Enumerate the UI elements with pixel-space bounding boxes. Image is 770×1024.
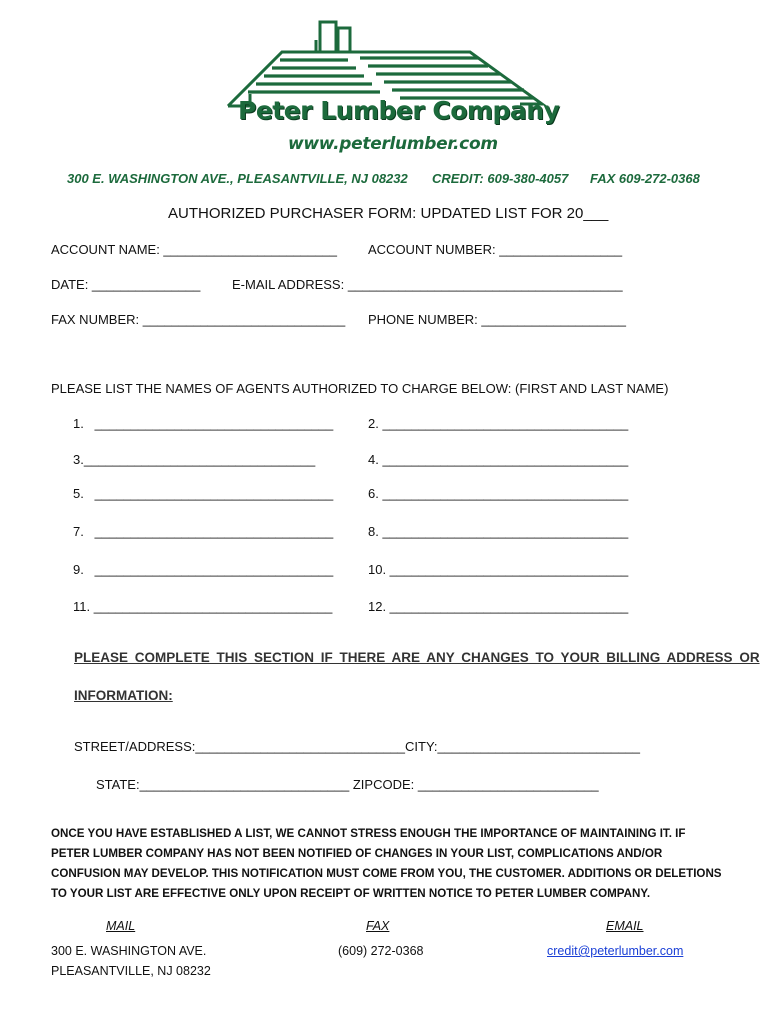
agent-line-4[interactable]: 4. __________________________________ [368, 452, 629, 467]
agent-line-2[interactable]: 2. __________________________________ [368, 416, 629, 431]
credit-phone: CREDIT: 609-380-4057 [432, 171, 569, 186]
company-name-logo-text: Peter Lumber Company [238, 96, 560, 125]
agent-line-5[interactable]: 5. _________________________________ [73, 486, 334, 501]
mail-address-line2: PLEASANTVILLE, NJ 08232 [51, 964, 211, 978]
fax-value: (609) 272-0368 [338, 944, 424, 958]
agents-instruction: PLEASE LIST THE NAMES OF AGENTS AUTHORIZED TO CHARGE BELOW: (FIRST AND LAST NAME) [51, 381, 669, 396]
agent-line-3[interactable]: 3.________________________________ [73, 452, 316, 467]
company-address: 300 E. WASHINGTON AVE., PLEASANTVILLE, NJ 08232 [67, 171, 408, 186]
state-zip-field[interactable]: STATE:_____________________________ ZIPCODE: _________________________ [96, 777, 599, 792]
website-text: www.peterlumber.com [288, 134, 498, 154]
agent-line-9[interactable]: 9. _________________________________ [73, 562, 334, 577]
account-number-field[interactable]: ACCOUNT NUMBER: _________________ [368, 242, 623, 257]
fax-header: FAX [366, 919, 390, 933]
fax-number-header: FAX 609-272-0368 [590, 171, 700, 186]
agent-line-12[interactable]: 12. _________________________________ [368, 599, 629, 614]
billing-section-heading: PLEASE COMPLETE THIS SECTION IF THERE ARE ANY CHANGES TO YOUR BILLING ADDRESS OR [74, 650, 760, 665]
notice-paragraph: ONCE YOU HAVE ESTABLISHED A LIST, WE CANNOT STRESS ENOUGH THE IMPORTANCE OF MAINTAINING IT. IF PETER LUMBER COMPANY HAS NOT BEEN NOTIFIED OF CHANGES IN YOUR LIST, COMPLICATIONS AND/OR CONFUSION MAY DEVELOP. THIS NOTIFICATION MUST COME FROM YOU, THE CUSTOMER. ADDITIONS OR DELETIONS TO YOUR LIST ARE EFFECTIVE ONLY UPON RECEIPT OF WRITTEN NOTICE TO PETER LUMBER COMPANY. [51, 827, 722, 900]
billing-section-heading-cont: INFORMATION: [74, 688, 173, 703]
account-name-field[interactable]: ACCOUNT NAME: ________________________ [51, 242, 337, 257]
phone-number-field[interactable]: PHONE NUMBER: ____________________ [368, 312, 627, 327]
fax-number-field[interactable]: FAX NUMBER: ____________________________ [51, 312, 346, 327]
agent-line-8[interactable]: 8. __________________________________ [368, 524, 629, 539]
email-field[interactable]: E-MAIL ADDRESS: ______________________________________ [232, 277, 623, 292]
email-link[interactable]: credit@peterlumber.com [547, 944, 684, 958]
date-field[interactable]: DATE: _______________ [51, 277, 201, 292]
street-city-field[interactable]: STREET/ADDRESS:_____________________________CITY:____________________________ [74, 739, 640, 754]
mail-header: MAIL [106, 919, 136, 933]
form-title: AUTHORIZED PURCHASER FORM: UPDATED LIST FOR 20___ [168, 205, 609, 222]
agent-line-1[interactable]: 1. _________________________________ [73, 416, 334, 431]
mail-address-line1: 300 E. WASHINGTON AVE. [51, 944, 207, 958]
email-header: EMAIL [606, 919, 644, 933]
agent-line-11[interactable]: 11. _________________________________ [73, 599, 333, 614]
agent-line-7[interactable]: 7. _________________________________ [73, 524, 334, 539]
agent-line-6[interactable]: 6. __________________________________ [368, 486, 629, 501]
agent-line-10[interactable]: 10. _________________________________ [368, 562, 629, 577]
